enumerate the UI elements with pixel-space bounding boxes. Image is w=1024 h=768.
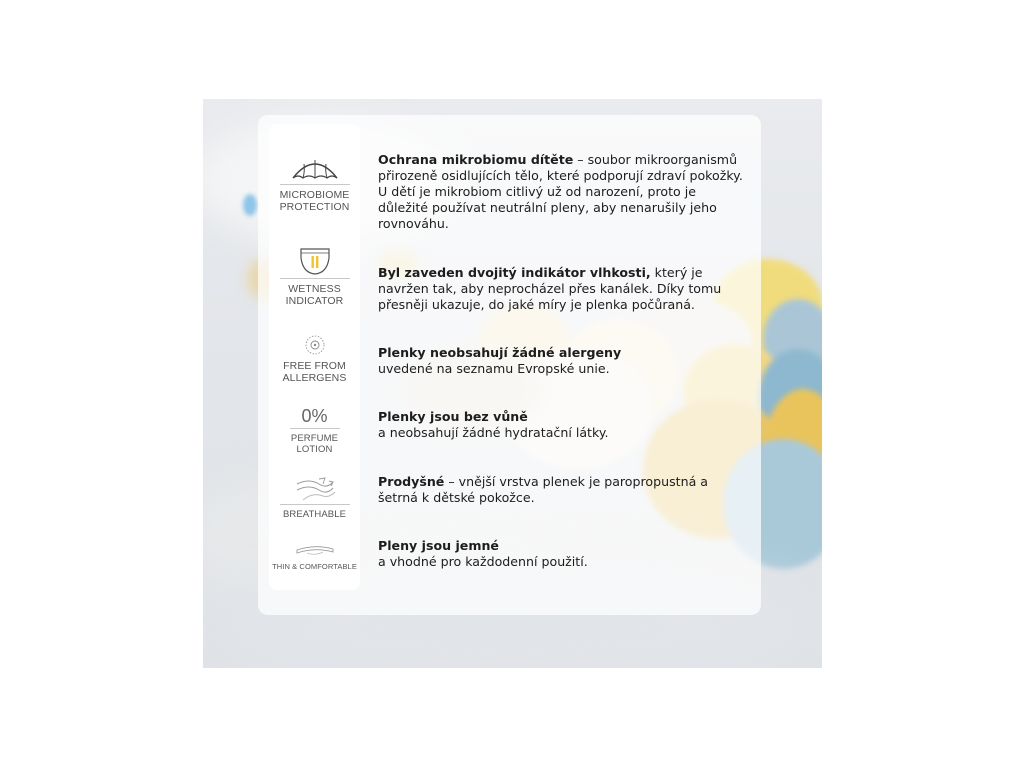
feature-wetness bbox=[269, 246, 360, 307]
feature-label: FREE FROM bbox=[283, 360, 346, 372]
divider bbox=[280, 504, 350, 505]
description-wetness bbox=[378, 265, 748, 313]
feature-breathable bbox=[269, 476, 360, 521]
feature-label: INDICATOR bbox=[285, 295, 344, 307]
description-heading: Prodyšné bbox=[378, 474, 445, 489]
feature-label: PERFUME bbox=[290, 433, 339, 444]
description-microbiome bbox=[378, 152, 748, 232]
feature-label: BREATHABLE bbox=[282, 509, 347, 520]
feature-label: THIN & COMFORTABLE bbox=[272, 562, 357, 571]
description-heading: Ochrana mikrobiomu dítěte bbox=[378, 152, 574, 167]
allergen-icon bbox=[304, 334, 326, 356]
feature-perfume-lotion bbox=[269, 406, 360, 455]
feature-label: PROTECTION bbox=[279, 201, 350, 213]
description-body: a neobsahují žádné hydratační látky. bbox=[378, 425, 609, 440]
feature-label: MICROBIOME bbox=[279, 189, 350, 201]
description-body: – soubor mikroorganismů přirozeně osidlujících tělo, které podporují zdraví pokožky. U dětí je mikrobiom citlivý už od narození, proto je důležité používat neutrální pleny, aby nenarušily jeho rovnováhu. bbox=[378, 152, 743, 231]
air-flow-icon bbox=[293, 476, 337, 502]
description-heading: Byl zaveden dvojitý indikátor vlhkosti, bbox=[378, 265, 651, 280]
description-breathable bbox=[378, 474, 708, 506]
description-heading: Plenky neobsahují žádné alergeny bbox=[378, 345, 622, 360]
feature-allergens bbox=[269, 334, 360, 384]
percent-icon: 0% bbox=[301, 406, 328, 426]
description-body: uvedené na seznamu Evropské unie. bbox=[378, 361, 610, 376]
feature-microbiome bbox=[269, 156, 360, 213]
description-allergens bbox=[378, 345, 748, 377]
divider bbox=[290, 428, 340, 429]
feature-label: LOTION bbox=[296, 444, 333, 455]
divider bbox=[280, 184, 350, 185]
description-perfume bbox=[378, 409, 748, 441]
diaper-icon bbox=[297, 246, 333, 276]
umbrella-icon bbox=[290, 156, 340, 182]
description-gentle bbox=[378, 538, 748, 570]
divider bbox=[280, 278, 350, 279]
feature-icon-column bbox=[269, 124, 360, 590]
description-heading: Pleny jsou jemné bbox=[378, 538, 499, 553]
description-body: – vnější vrstva plenek je paropropustná a šetrná k dětské pokožce. bbox=[378, 474, 709, 505]
feature-label: WETNESS bbox=[288, 283, 341, 295]
description-body: a vhodné pro každodenní použití. bbox=[378, 554, 588, 569]
feature-thin-comfortable bbox=[269, 542, 360, 573]
description-heading: Plenky jsou bez vůně bbox=[378, 409, 528, 424]
thin-diaper-icon bbox=[293, 542, 337, 558]
description-body: který je navržen tak, aby neprocházel přes kanálek. Díky tomu přesněji ukazuje, do jaké míry je plenka počůraná. bbox=[378, 265, 722, 312]
feature-label: ALLERGENS bbox=[282, 372, 347, 384]
